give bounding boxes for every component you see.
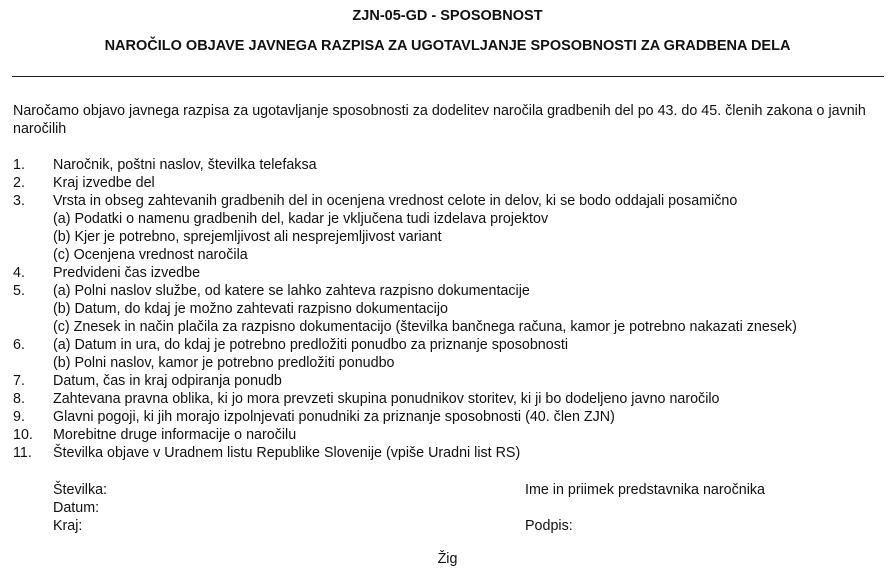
- list-item: [13, 336, 893, 354]
- items-list: [13, 156, 893, 462]
- list-item: [13, 372, 893, 390]
- item-text: (c) Znesek in način plačila za razpisno dokumentacijo (številka bančnega računa, kamor je potrebno nakazati znesek): [53, 319, 797, 335]
- item-number: 6.: [13, 337, 25, 353]
- list-item: [13, 282, 893, 300]
- list-item: [13, 156, 893, 174]
- stamp-label: Žig: [437, 551, 458, 567]
- item-text: (b) Polni naslov, kamor je potrebno predložiti ponudbo: [53, 355, 395, 371]
- item-number: 2.: [13, 175, 25, 191]
- item-text: (b) Kjer je potrebno, sprejemljivost ali nesprejemljivost variant: [53, 229, 442, 245]
- item-text: Naročnik, poštni naslov, številka telefaksa: [53, 157, 317, 173]
- list-item: [13, 174, 893, 192]
- list-item: [13, 426, 893, 444]
- item-text: Datum, čas in kraj odpiranja ponudb: [53, 373, 282, 389]
- item-number: 9.: [13, 409, 25, 425]
- date-label: Datum:: [53, 500, 100, 516]
- list-item: [13, 300, 893, 318]
- item-text: (a) Podatki o namenu gradbenih del, kadar je vključena tudi izdelava projektov: [53, 211, 549, 227]
- sign-label: Podpis:: [525, 518, 573, 534]
- form-code: ZJN-05-GD - SPOSOBNOST: [352, 8, 543, 24]
- divider: [12, 76, 884, 77]
- list-item: [13, 318, 893, 336]
- item-number: 11.: [13, 445, 32, 461]
- item-text: Vrsta in obseg zahtevanih gradbenih del in ocenjena vrednost celote in delov, ki se bodo oddajali posamično: [53, 193, 738, 209]
- place-label: Kraj:: [53, 518, 83, 534]
- list-item: [13, 228, 893, 246]
- list-item: [13, 264, 893, 282]
- intro-paragraph: Naročamo objavo javnega razpisa za ugotavljanje sposobnosti za dodelitev naročila gradbenih del po 43. do 45. členih zakona o javnih naročilih: [13, 103, 866, 137]
- list-item: [13, 354, 893, 372]
- item-text: (a) Datum in ura, do kdaj je potrebno predložiti ponudbo za priznanje sposobnosti: [53, 337, 569, 353]
- form-title: NAROČILO OBJAVE JAVNEGA RAZPISA ZA UGOTAVLJANJE SPOSOBNOSTI ZA GRADBENA DELA: [104, 38, 791, 54]
- list-item: [13, 210, 893, 228]
- list-item: [13, 390, 893, 408]
- item-text: Zahtevana pravna oblika, ki jo mora prevzeti skupina ponudnikov storitev, ki ji bo dodeljeno javno naročilo: [53, 391, 720, 407]
- item-number: 3.: [13, 193, 25, 209]
- item-text: Glavni pogoji, ki jih morajo izpolnjevati ponudniki za priznanje sposobnosti (40. člen ZJN): [53, 409, 615, 425]
- list-item: [13, 192, 893, 210]
- item-text: (b) Datum, do kdaj je možno zahtevati razpisno dokumentacijo: [53, 301, 448, 317]
- item-text: (c) Ocenjena vrednost naročila: [53, 247, 248, 263]
- item-number: 8.: [13, 391, 25, 407]
- item-number: 1.: [13, 157, 25, 173]
- item-number: 7.: [13, 373, 25, 389]
- item-number: 10.: [13, 427, 33, 443]
- spacer: [525, 499, 765, 517]
- list-item: [13, 408, 893, 426]
- item-number: 5.: [13, 283, 25, 299]
- item-number: 4.: [13, 265, 25, 281]
- item-text: Kraj izvedbe del: [53, 175, 155, 191]
- signature-left-block: [53, 481, 107, 535]
- item-text: Morebitne druge informacije o naročilu: [53, 427, 297, 443]
- number-label: Številka:: [53, 482, 108, 498]
- item-text: (a) Polni naslov službe, od katere se lahko zahteva razpisno dokumentacije: [53, 283, 530, 299]
- item-text: Predvideni čas izvedbe: [53, 265, 201, 281]
- list-item: [13, 246, 893, 264]
- item-text: Številka objave v Uradnem listu Republike Slovenije (vpiše Uradni list RS): [53, 445, 521, 461]
- signature-right-block: [525, 481, 765, 535]
- representative-label: Ime in priimek predstavnika naročnika: [525, 482, 765, 498]
- list-item: [13, 444, 893, 462]
